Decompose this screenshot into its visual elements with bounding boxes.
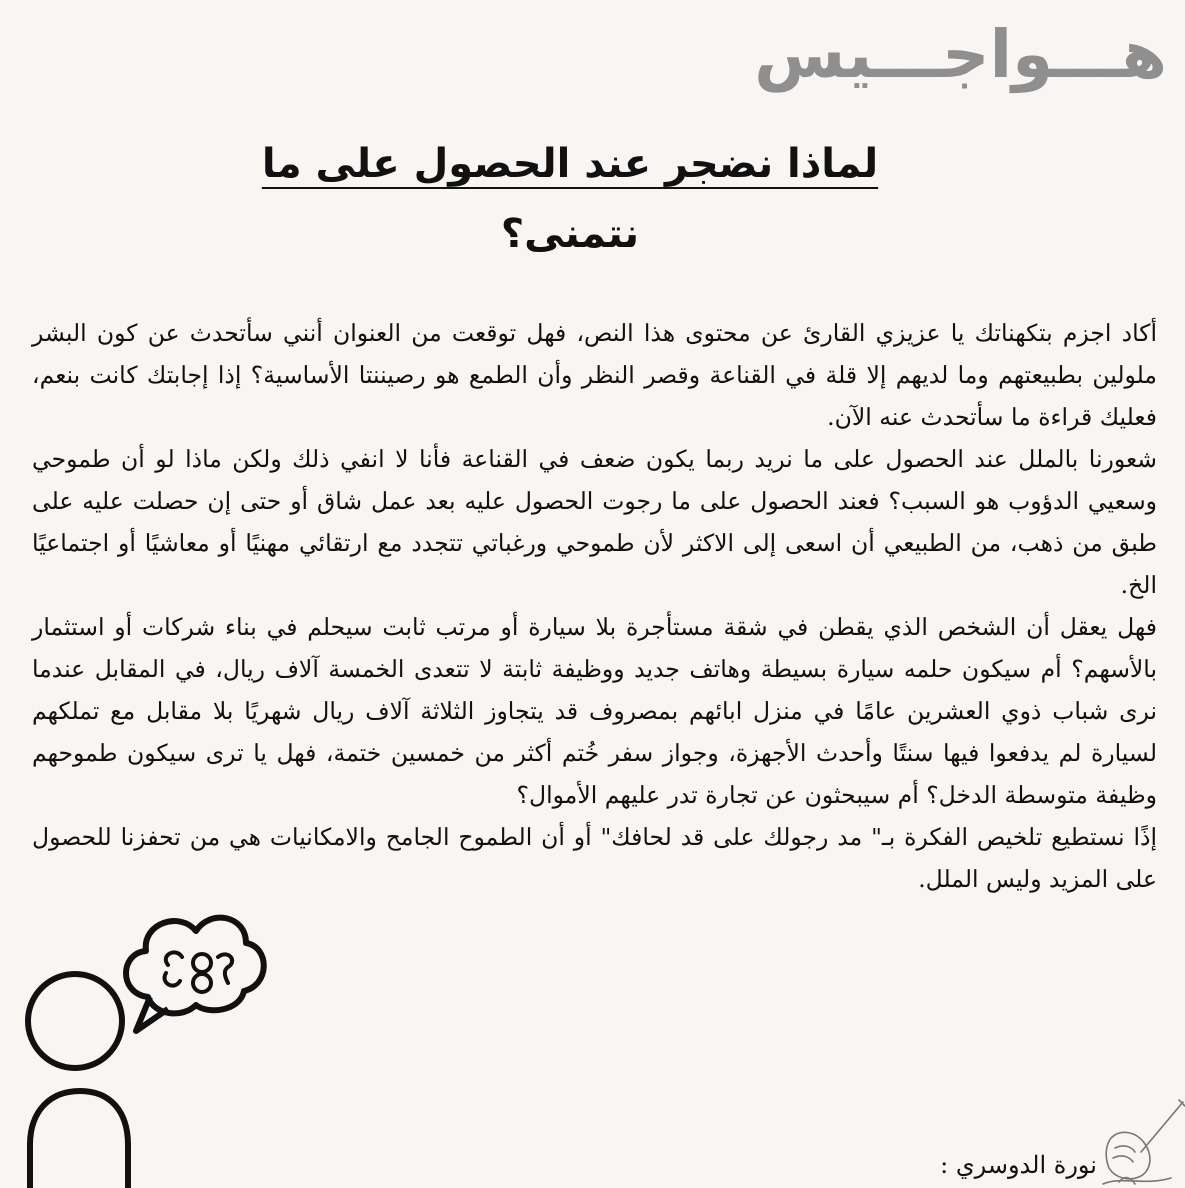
article-body: [32, 312, 1157, 900]
author-prefix: :: [940, 1151, 949, 1180]
thinking-person-icon: [0, 905, 290, 1188]
person-figure: [28, 974, 128, 1188]
thought-bubble-icon: [126, 918, 264, 1031]
paragraph-3: فهل يعقل أن الشخص الذي يقطن في شقة مستأجرة بلا سيارة أو مرتب ثابت سيحلم في بناء شركات أو استثمار بالأسهم؟ أم سيكون حلمه سيارة بسيطة وهاتف جديد ووظيفة ثابتة لا تتعدى الخمسة آلاف ريال، في المقابل عندما نرى شباب ذوي العشرين عامًا في منزل ابائهم بمصروف قد يتجاوز الثلاثة آلاف ريال شهريًا بلا مقابل مع تملكهم لسيارة لم يدفعوا فيها سنتًا وأحدث الأجهزة، وجواز سفر خُتم أكثر من خمسين ختمة، فهل يا ترى سيكون طموحهم وظيفة متوسطة الدخل؟ أم سيبحثون عن تجارة تدر عليهم الأموال؟: [32, 613, 1157, 809]
paragraph-4: إذًا نستطيع تلخيص الفكرة بـ" مد رجولك على قد لحافك" أو أن الطموح الجامح والامكانيات هي من تحفزنا للحصول على المزيد وليس الملل.: [32, 823, 1157, 893]
title-line-2: نتمنى؟: [500, 211, 640, 257]
paragraph-2: شعورنا بالملل عند الحصول على ما نريد ربما يكون ضعف في القناعة فأنا لا انفي ذلك ولكن ماذا لو أن طموحي وسعيي الدؤوب هو السبب؟ فعند الحصول على ما رجوت الحصول عليه بعد عمل شاق أو حتى إن حصلت عليه على طبق من ذهب، من الطبيعي أن اسعى إلى الاكثر لأن طموحي ورغباتي تتجدد مع ارتقائي مهنيًا أو معاشيًا أو اجتماعيًا الخ.: [32, 445, 1157, 599]
paragraph-1: أكاد اجزم بتكهناتك يا عزيزي القارئ عن محتوى هذا النص، فهل توقعت من العنوان أنني سأتحدث عن كون البشر ملولين بطبيعتهم وما لديهم إلا قلة في القناعة وقصر النظر وأن الطمع هو رصيننتا الأساسية؟ إذا إجابتك كانت بنعم، فعليك قراءة ما سأتحدث عنه الآن.: [32, 319, 1157, 431]
writing-hand-icon: [1101, 1098, 1185, 1188]
article-title: [160, 140, 980, 258]
magazine-brand: هـــواجـــيس: [754, 16, 1167, 93]
author-name: نورة الدوسري: [955, 1151, 1097, 1180]
title-line-1: لماذا نضجر عند الحصول على ما: [261, 141, 879, 187]
author-credit: [940, 1151, 1097, 1180]
